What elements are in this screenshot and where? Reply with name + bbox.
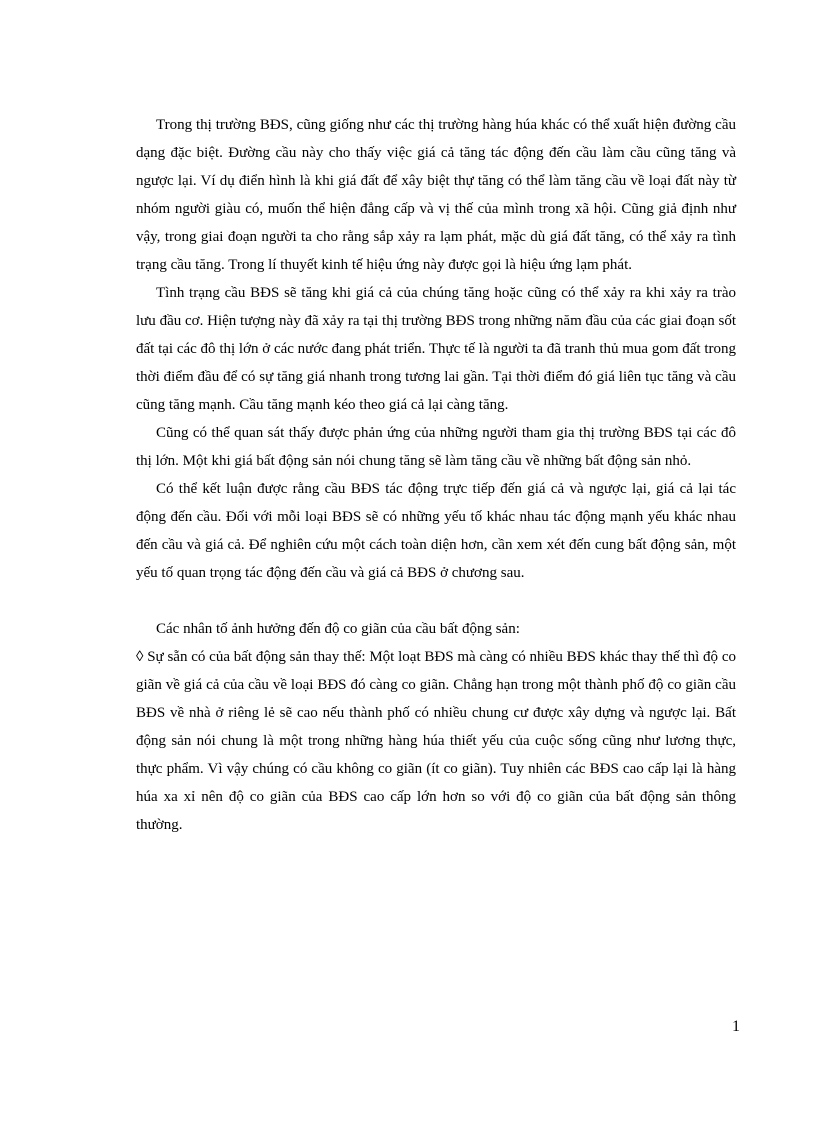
bullet-paragraph-substitutes: ◊ Sự sẵn có của bất động sản thay thế: Một loạt BĐS mà càng có nhiều BĐS khác thay thế thì độ co giãn về giá cả của cầu về loại BĐS đó càng co giãn. Chẳng hạn trong một thành phố độ co giãn cầu BĐS về nhà ở riêng lẻ sẽ cao nếu thành phố có nhiều chung cư được xây dựng và ngược lại. Bất động sản nói chung là một trong những hàng húa thiết yếu của cuộc sống cũng như lương thực, thực phẩm. Vì vậy chúng có cầu không co giãn (ít co giãn). Tuy nhiên các BĐS cao cấp lại là hàng húa xa xỉ nên độ co giãn của BĐS cao cấp lớn hơn so với độ co giãn của bất động sản thông thường. xyxy=(136,649,736,833)
page-number: 1 xyxy=(732,1018,740,1035)
paragraph-conclusion: Có thể kết luận được rằng cầu BĐS tác động trực tiếp đến giá cả và ngược lại, giá cả lại tác động đến cầu. Đối với mỗi loại BĐS sẽ có những yếu tố khác nhau tác động mạnh yếu khác nhau đến cầu và giá cả. Để nghiên cứu một cách toàn diện hơn, cần xem xét đến cung bất động sản, một yếu tố quan trọng tác động đến cầu và giá cả BĐS ở chương sau. xyxy=(136,481,736,581)
paragraph-spacer xyxy=(136,587,736,615)
section-heading: Các nhân tố ảnh hưởng đến độ co giãn của cầu bất động sản: xyxy=(156,621,520,637)
paragraph-urban-observation: Cũng có thể quan sát thấy được phản ứng của những người tham gia thị trường BĐS tại các đô thị lớn. Một khi giá bất động sản nói chung tăng sẽ làm tăng cầu về những bất động sản nhỏ. xyxy=(136,425,736,469)
paragraph-demand-inflation-effect: Trong thị trường BĐS, cũng giống như các thị trường hàng húa khác có thể xuất hiện đường cầu dạng đặc biệt. Đường cầu này cho thấy việc giá cả tăng tác động đến cầu làm cầu cũng tăng và ngược lại. Ví dụ điển hình là khi giá đất để xây biệt thự tăng có thể làm tăng cầu về loại đất này từ nhóm người giàu có, muốn thể hiện đẳng cấp và vị thế của mình trong xã hội. Cũng giả định như vậy, trong giai đoạn người ta cho rằng sắp xảy ra lạm phát, mặc dù giá đất tăng, có thể xảy ra tình trạng cầu tăng. Trong lí thuyết kinh tế hiệu ứng này được gọi là hiệu ứng lạm phát. xyxy=(136,117,736,273)
paragraph-speculation-demand: Tình trạng cầu BĐS sẽ tăng khi giá cả của chúng tăng hoặc cũng có thể xảy ra khi xảy ra trào lưu đầu cơ. Hiện tượng này đã xảy ra tại thị trường BĐS trong những năm đầu của các giai đoạn sốt đất tại các đô thị lớn ở các nước đang phát triển. Thực tế là người ta đã tranh thủ mua gom đất trong thời điểm đầu để có sự tăng giá nhanh trong tương lai gần. Tại thời điểm đó giá liên tục tăng và cầu cũng tăng mạnh. Cầu tăng mạnh kéo theo giá cả lại càng tăng. xyxy=(136,285,736,413)
document-body xyxy=(136,111,736,839)
